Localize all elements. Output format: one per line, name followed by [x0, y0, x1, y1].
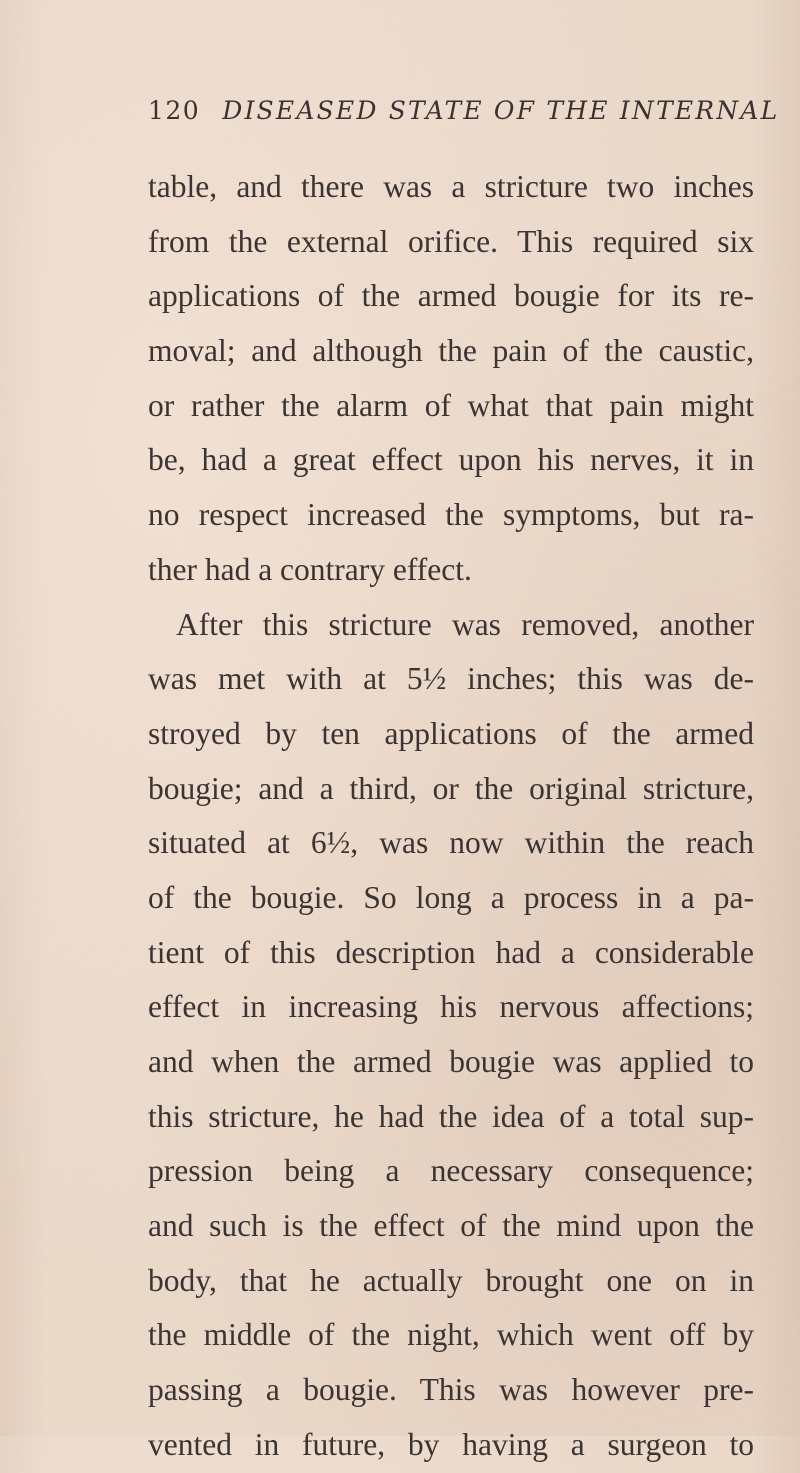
body-text: [148, 160, 754, 1473]
text-line: effect in increasing his nervous affections;: [148, 989, 754, 1025]
text-line: moval; and although the pain of the caustic,: [148, 333, 754, 369]
text-line: pression being a necessary consequence;: [148, 1153, 754, 1189]
text-line: body, that he actually brought one on in: [148, 1262, 754, 1298]
text-line: and when the armed bougie was applied to: [148, 1044, 754, 1079]
text-line: no respect increased the symptoms, but ra-: [148, 497, 754, 533]
text-line: applications of the armed bougie for its re-: [148, 278, 754, 314]
text-line: stroyed by ten applications of the armed: [148, 715, 754, 751]
text-line: the middle of the night, which went off by: [148, 1317, 754, 1353]
text-line: be, had a great effect upon his nerves, it in: [148, 442, 754, 478]
text-line: After this stricture was removed, another: [176, 606, 754, 642]
text-line: was met with at 5½ inches; this was de-: [148, 661, 754, 697]
text-line: vented in future, by having a surgeon to: [148, 1426, 754, 1462]
text-line: passing a bougie. This was however pre-: [148, 1372, 754, 1408]
running-head: [148, 96, 780, 140]
text-line: or rather the alarm of what that pain might: [148, 387, 754, 423]
text-line: bougie; and a third, or the original stricture,: [148, 770, 754, 806]
text-line: of the bougie. So long a process in a pa-: [148, 879, 754, 915]
text-line: ther had a contrary effect.: [148, 551, 472, 587]
page-number: 120: [148, 96, 201, 125]
running-head-title: DISEASED STATE OF THE INTERNAL: [222, 96, 780, 125]
text-line: this stricture, he had the idea of a total sup-: [148, 1098, 754, 1134]
text-line: situated at 6½, was now within the reach: [148, 825, 754, 861]
text-line: tient of this description had a considerable: [148, 934, 754, 970]
text-line: from the external orifice. This required six: [148, 223, 754, 259]
text-line: and such is the effect of the mind upon the: [148, 1208, 754, 1244]
text-line: table, and there was a stricture two inches: [148, 169, 754, 204]
